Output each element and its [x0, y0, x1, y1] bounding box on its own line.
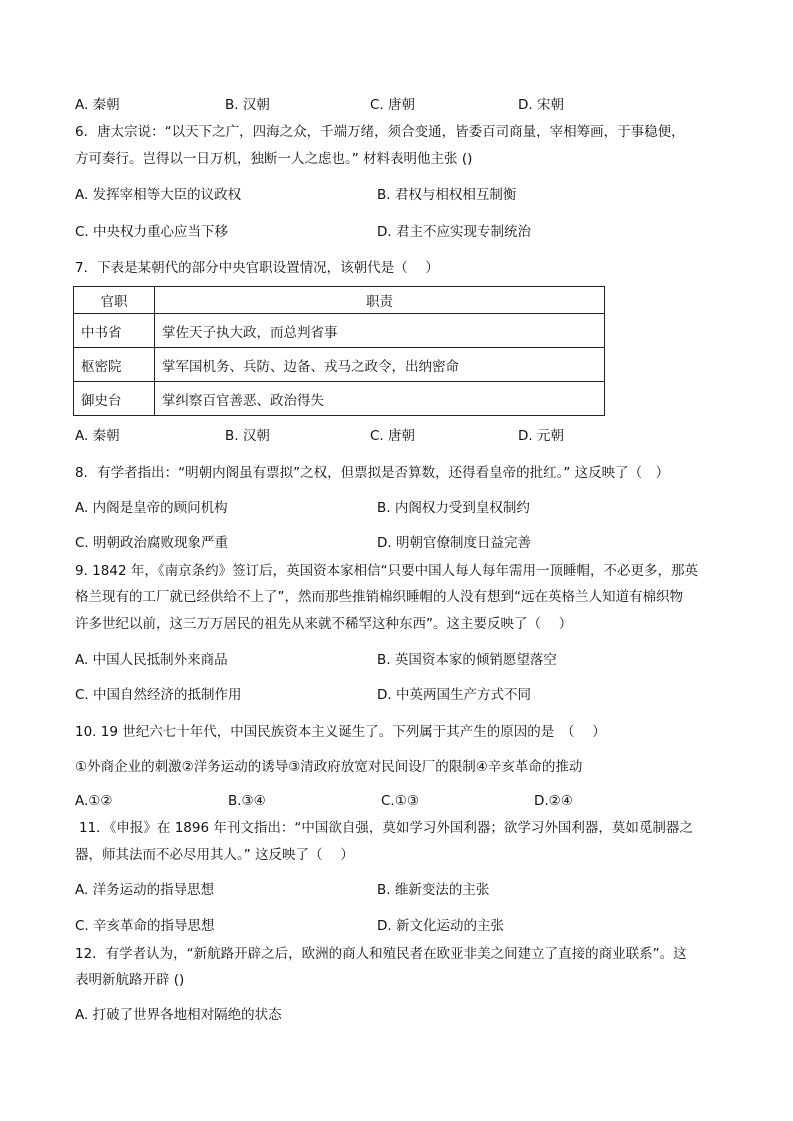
q12-stem-line1: 12．有学者认为，“新航路开辟之后，欧洲的商人和殖民者在欧亚非美之间建立了直接的商业联系”。这	[75, 946, 687, 962]
q10-option-d: D.②④	[534, 793, 573, 809]
q12-option-a: A. 打破了世界各地相对隔绝的状态	[75, 1007, 282, 1023]
q10-option-c: C.①③	[381, 793, 419, 809]
q6-option-d: D. 君主不应实现专制统治	[377, 224, 531, 240]
q7-option-c: C. 唐朝	[370, 428, 416, 444]
table-cell: 掌纠察百官善恶、政治得失	[155, 382, 605, 416]
q8-stem: 8．有学者指出：“明朝内阁虽有票拟”之权，但票拟是否算数，还得看皇帝的批红。” 这反映了（ ）	[75, 465, 670, 481]
q6-option-a: A. 发挥宰相等大臣的议政权	[75, 187, 242, 203]
table-cell: 中书省	[74, 314, 155, 348]
option-c: C. 唐朝	[370, 97, 416, 113]
q12-stem-line2: 表明新航路开辟 ()	[75, 972, 185, 988]
q8-option-c: C. 明朝政治腐败现象严重	[75, 535, 229, 551]
q6-stem-line1: 6．唐太宗说：“以天下之广，四海之众，千端万绪，须合变通，皆委百司商量，宰相筹画，于事稳便，	[75, 124, 685, 140]
q8-option-b: B. 内阁权力受到皇权制约	[377, 500, 530, 516]
q7-stem: 7．下表是某朝代的部分中央官职设置情况，该朝代是（ ）	[75, 260, 439, 276]
officials-table	[73, 286, 605, 416]
table-header-row	[74, 287, 605, 314]
q10-option-b: B.③④	[228, 793, 266, 809]
q9-stem-line2: 格兰现有的工厂就已经供给不上了”，然而那些推销棉织睡帽的人没有想到“远在英格兰人知道有棉织物	[75, 589, 683, 605]
q8-option-a: A. 内阁是皇帝的顾问机构	[75, 500, 228, 516]
q9-option-a: A. 中国人民抵制外来商品	[75, 652, 228, 668]
q9-option-b: B. 英国资本家的倾销愿望落空	[377, 652, 557, 668]
table-header-cell: 职责	[155, 287, 605, 314]
q11-option-a: A. 洋务运动的指导思想	[75, 882, 215, 898]
option-a: A. 秦朝	[75, 97, 120, 113]
q10-stem: 10. 19 世纪六七十年代，中国民族资本主义诞生了。下列属于其产生的原因的是 （ ）	[75, 724, 606, 740]
q6-option-c: C. 中央权力重心应当下移	[75, 224, 229, 240]
table-cell: 掌佐天子执大政，而总判省事	[155, 314, 605, 348]
table-row	[74, 314, 605, 348]
q11-stem-line1: 11．《申报》在 1896 年刊文指出：“中国欲自强，莫如学习外国利器；欲学习外国利器，莫如觅制器之	[79, 820, 693, 836]
table-cell: 枢密院	[74, 348, 155, 382]
q7-option-d: D. 元朝	[518, 428, 564, 444]
q7-option-a: A. 秦朝	[75, 428, 120, 444]
table-cell: 掌军国机务、兵防、边备、戎马之政令，出纳密命	[155, 348, 605, 382]
q7-option-b: B. 汉朝	[225, 428, 270, 444]
q11-option-d: D. 新文化运动的主张	[377, 918, 504, 934]
q9-stem-line1: 9. 1842 年，《南京条约》签订后，英国资本家相信“只要中国人每人每年需用一顶睡帽，不必更多，那英	[75, 563, 699, 579]
q9-option-c: C. 中国自然经济的抵制作用	[75, 687, 242, 703]
q10-items: ①外商企业的刺激②洋务运动的诱导③清政府放宽对民间设厂的限制④辛亥革命的推动	[75, 759, 583, 775]
table-row	[74, 382, 605, 416]
q10-option-a: A.①②	[75, 793, 113, 809]
q6-option-b: B. 君权与相权相互制衡	[377, 187, 517, 203]
q11-option-b: B. 维新变法的主张	[377, 882, 490, 898]
table-row	[74, 348, 605, 382]
q9-option-d: D. 中英两国生产方式不同	[377, 687, 531, 703]
q8-option-d: D. 明朝官僚制度日益完善	[377, 535, 531, 551]
table-header-cell: 官职	[74, 287, 155, 314]
q11-stem-line2: 器，师其法而不必尽用其人。” 这反映了（ ）	[75, 847, 354, 863]
q6-stem-line2: 方可奏行。岂得以一日万机，独断一人之虑也。” 材料表明他主张 ()	[75, 151, 473, 167]
option-b: B. 汉朝	[225, 97, 270, 113]
q11-option-c: C. 辛亥革命的指导思想	[75, 918, 215, 934]
q9-stem-line3: 许多世纪以前，这三万万居民的祖先从来就不稀罕这种东西”。这主要反映了（ ）	[75, 616, 573, 632]
table-cell: 御史台	[74, 382, 155, 416]
option-d: D. 宋朝	[518, 97, 564, 113]
